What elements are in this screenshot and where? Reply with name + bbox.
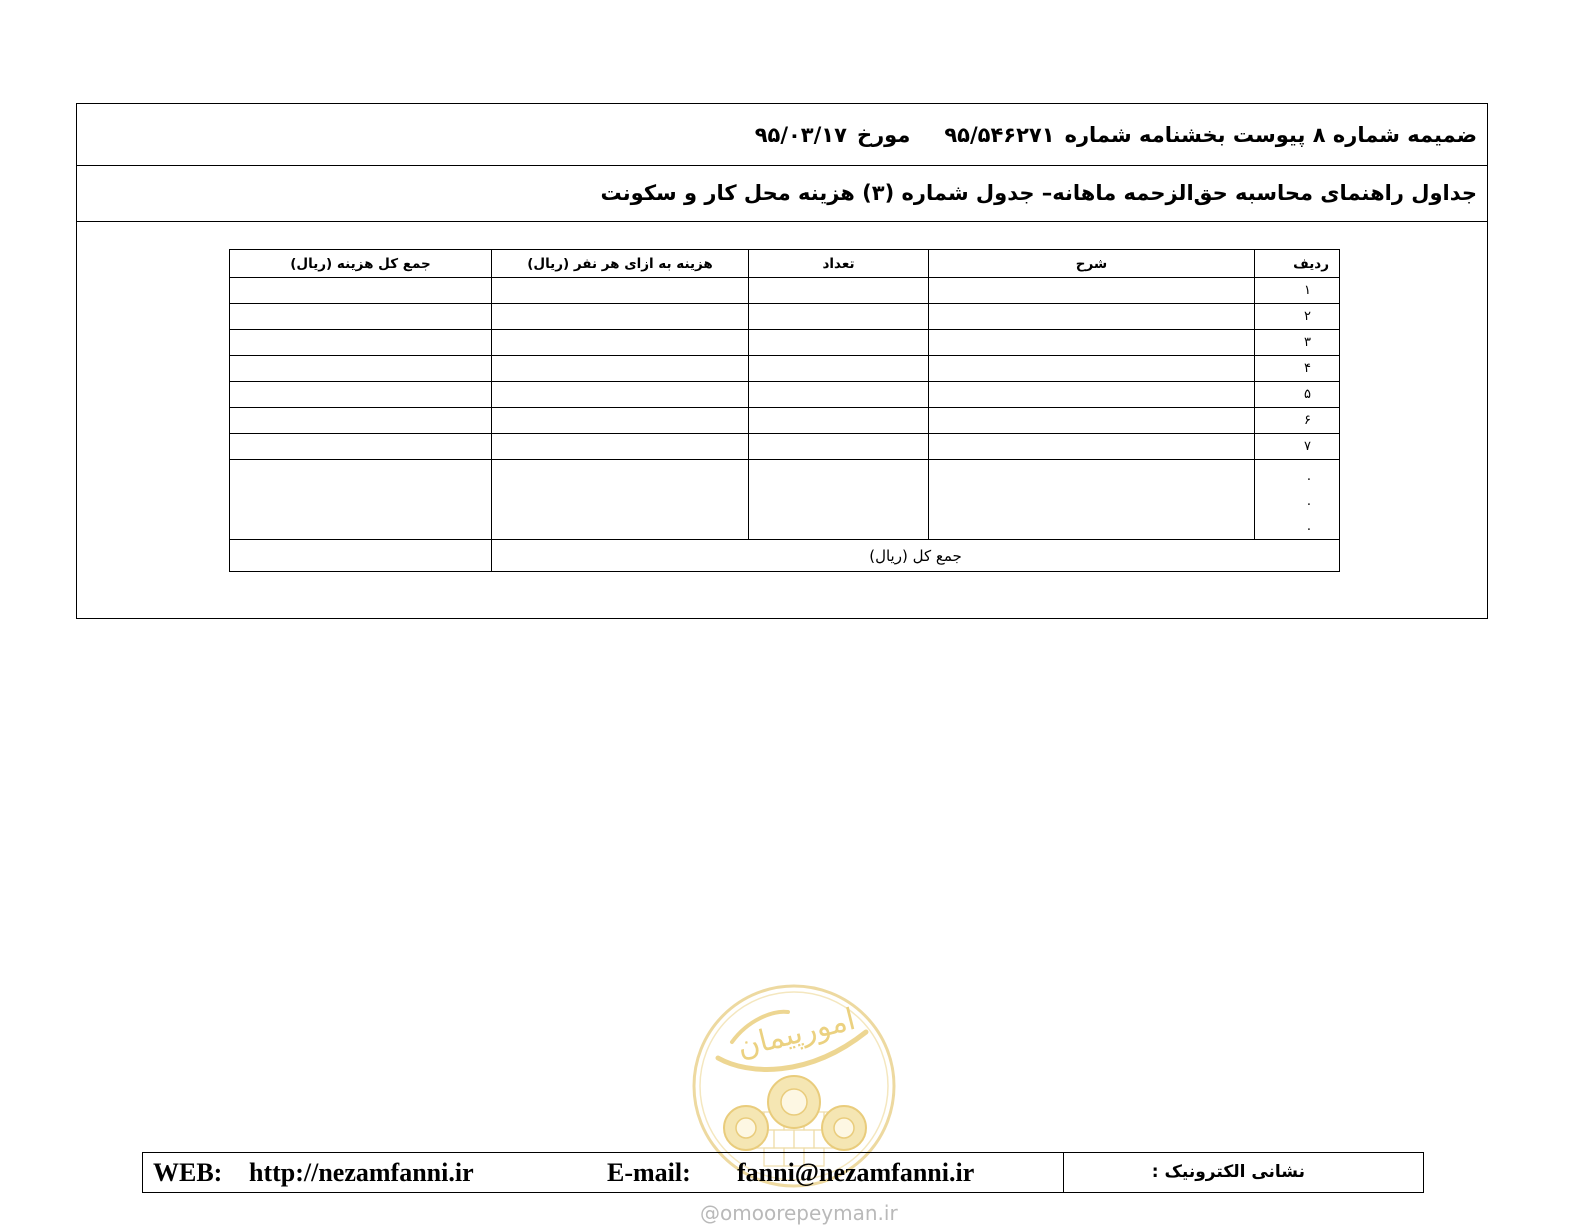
row-number: ۲ [1255,304,1340,330]
cell-tedad [749,382,929,408]
header-total-cost: جمع کل هزینه (ریال) [230,250,492,278]
table-row [230,304,1340,330]
table-row [230,278,1340,304]
table-row [230,330,1340,356]
row-number: ۴ [1255,356,1340,382]
cell-sharh [929,356,1255,382]
cell-tedad [749,408,929,434]
total-label: جمع کل (ریال) [492,540,1340,572]
cell-per-person [492,330,749,356]
cell-sharh [929,460,1255,540]
table-row [230,434,1340,460]
email-address-link[interactable]: fanni@nezamfanni.ir [737,1158,975,1187]
header-radif: ردیف [1255,250,1340,278]
cell-sharh [929,382,1255,408]
watermark-url: @omoorepeyman.ir [700,1201,898,1225]
circular-number: ۹۵/۵۴۶۲۷۱ [944,122,1055,147]
row-number: ۶ [1255,408,1340,434]
date-label: مورخ [856,122,911,147]
cell-per-person [492,434,749,460]
document-subtitle-row [77,165,1487,222]
cost-table [229,249,1340,572]
cell-tedad [749,356,929,382]
cell-total-cost [230,434,492,460]
header-sharh: شرح [929,250,1255,278]
document-frame [76,103,1488,619]
cell-per-person [492,382,749,408]
cell-tedad [749,460,929,540]
title-prefix: ضمیمه شماره ۸ پیوست بخشنامه شماره [1064,122,1477,147]
footer-divider [1063,1153,1064,1192]
cell-per-person [492,278,749,304]
row-number: ۷ [1255,434,1340,460]
table-row-continuation [230,460,1340,540]
cell-per-person [492,408,749,434]
cell-sharh [929,330,1255,356]
row-number: ۱ [1255,278,1340,304]
row-number: ۵ [1255,382,1340,408]
header-tedad: تعداد [749,250,929,278]
cell-total-cost [230,356,492,382]
cell-per-person [492,460,749,540]
electronic-address-label: نشانی الکترونیک : [1151,1162,1305,1182]
cell-total-cost [230,460,492,540]
cell-tedad [749,278,929,304]
cell-sharh [929,304,1255,330]
total-value-cell [230,540,492,572]
document-title-row [77,104,1487,166]
table-row [230,408,1340,434]
cell-tedad [749,434,929,460]
web-url-link[interactable]: http://nezamfanni.ir [249,1158,474,1187]
cell-total-cost [230,278,492,304]
cell-sharh [929,408,1255,434]
table-total-row [230,540,1340,572]
cell-total-cost [230,304,492,330]
continuation-dots: . . . [1255,460,1340,540]
footer-contact-box [142,1152,1424,1193]
cell-total-cost [230,382,492,408]
web-label: WEB: [153,1158,223,1187]
cell-total-cost [230,330,492,356]
cell-tedad [749,304,929,330]
cell-per-person [492,356,749,382]
table-header-row [230,250,1340,278]
cell-per-person [492,304,749,330]
cell-sharh [929,434,1255,460]
logo-text: امورپیمان [733,1001,859,1065]
cell-tedad [749,330,929,356]
document-subtitle: جداول راهنمای محاسبه حق‌الزحمه ماهانه– جدول شماره (۳) هزینه محل کار و سکونت [600,181,1477,205]
table-row [230,356,1340,382]
circular-date: ۹۵/۰۳/۱۷ [754,122,847,147]
email-label: E-mail: [607,1158,691,1187]
row-number: ۳ [1255,330,1340,356]
table-row [230,382,1340,408]
cell-total-cost [230,408,492,434]
cell-sharh [929,278,1255,304]
header-per-person: هزینه به ازای هر نفر (ریال) [492,250,749,278]
